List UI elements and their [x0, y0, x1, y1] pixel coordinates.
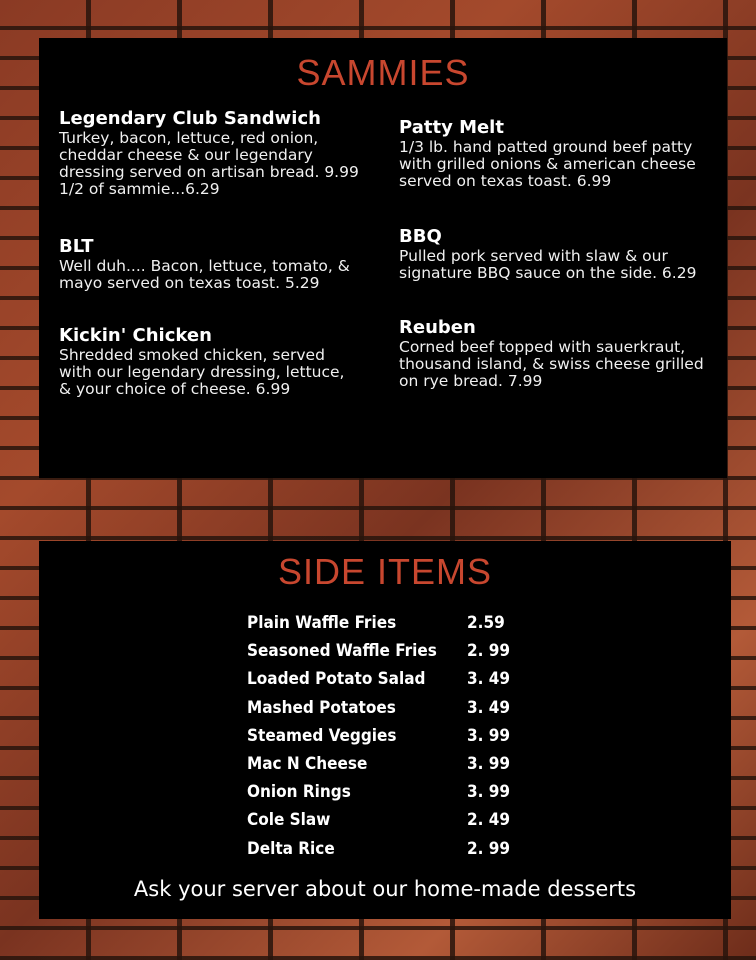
menu-item-reuben	[399, 317, 709, 390]
list-item	[247, 665, 547, 693]
side-item-price: 2.59	[467, 613, 505, 634]
list-item	[247, 609, 547, 637]
sammies-title: SAMMIES	[296, 52, 470, 93]
side-item-price: 3. 99	[467, 725, 511, 746]
side-item-name: Seasoned Waffle Fries	[247, 641, 437, 662]
side-item-name: Steamed Veggies	[247, 725, 397, 746]
list-item	[247, 835, 547, 863]
menu-item-patty-melt	[399, 117, 709, 190]
menu-item-kickin-chicken	[59, 325, 359, 398]
side-item-price: 3. 99	[467, 754, 511, 775]
item-desc: Corned beef topped with sauerkraut, thousand island, & swiss cheese grilled on rye bread. 7.99	[399, 338, 704, 390]
side-item-price: 2. 99	[467, 641, 511, 662]
side-item-price: 3. 49	[467, 697, 511, 718]
menu-item-club	[59, 108, 359, 198]
menu-item-bbq	[399, 226, 709, 282]
item-desc: Turkey, bacon, lettuce, red onion, cheddar cheese & our legendary dressing served on artisan bread. 9.99	[59, 129, 359, 181]
side-item-name: Mac N Cheese	[247, 754, 368, 775]
item-name: Legendary Club Sandwich	[59, 108, 321, 129]
item-desc: Well duh.... Bacon, lettuce, tomato, & mayo served on texas toast. 5.29	[59, 257, 350, 292]
side-item-name: Onion Rings	[247, 782, 351, 803]
item-name: Patty Melt	[399, 117, 504, 138]
desserts-note: Ask your server about our home-made desserts	[133, 877, 637, 901]
item-name: BBQ	[399, 226, 442, 247]
list-item	[247, 750, 547, 778]
side-item-name: Plain Waffle Fries	[247, 613, 397, 634]
side-item-name: Delta Rice	[247, 838, 335, 859]
item-desc: Pulled pork served with slaw & our signature BBQ sauce on the side. 6.29	[399, 247, 697, 282]
sammies-panel	[39, 38, 727, 478]
list-item	[247, 778, 547, 806]
side-item-price: 3. 49	[467, 669, 511, 690]
item-name: Reuben	[399, 317, 476, 338]
side-item-price: 2. 99	[467, 838, 511, 859]
side-item-price: 2. 49	[467, 810, 511, 831]
list-item	[247, 694, 547, 722]
item-half-price: 1/2 of sammie...6.29	[59, 180, 220, 198]
side-item-price: 3. 99	[467, 782, 511, 803]
side-items-panel	[39, 541, 731, 919]
item-name: Kickin' Chicken	[59, 325, 212, 346]
side-item-name: Mashed Potatoes	[247, 697, 396, 718]
list-item	[247, 806, 547, 834]
item-name: BLT	[59, 236, 94, 257]
side-items-title: SIDE ITEMS	[277, 551, 493, 592]
side-items-list	[247, 609, 547, 863]
list-item	[247, 722, 547, 750]
item-desc: Shredded smoked chicken, served with our legendary dressing, lettuce, & your choice of cheese. 6.99	[59, 346, 345, 398]
side-item-name: Loaded Potato Salad	[247, 669, 426, 690]
side-item-name: Cole Slaw	[247, 810, 331, 831]
list-item	[247, 637, 547, 665]
menu-item-blt	[59, 236, 359, 292]
item-desc: 1/3 lb. hand patted ground beef patty with grilled onions & american cheese served on texas toast. 6.99	[399, 138, 696, 190]
